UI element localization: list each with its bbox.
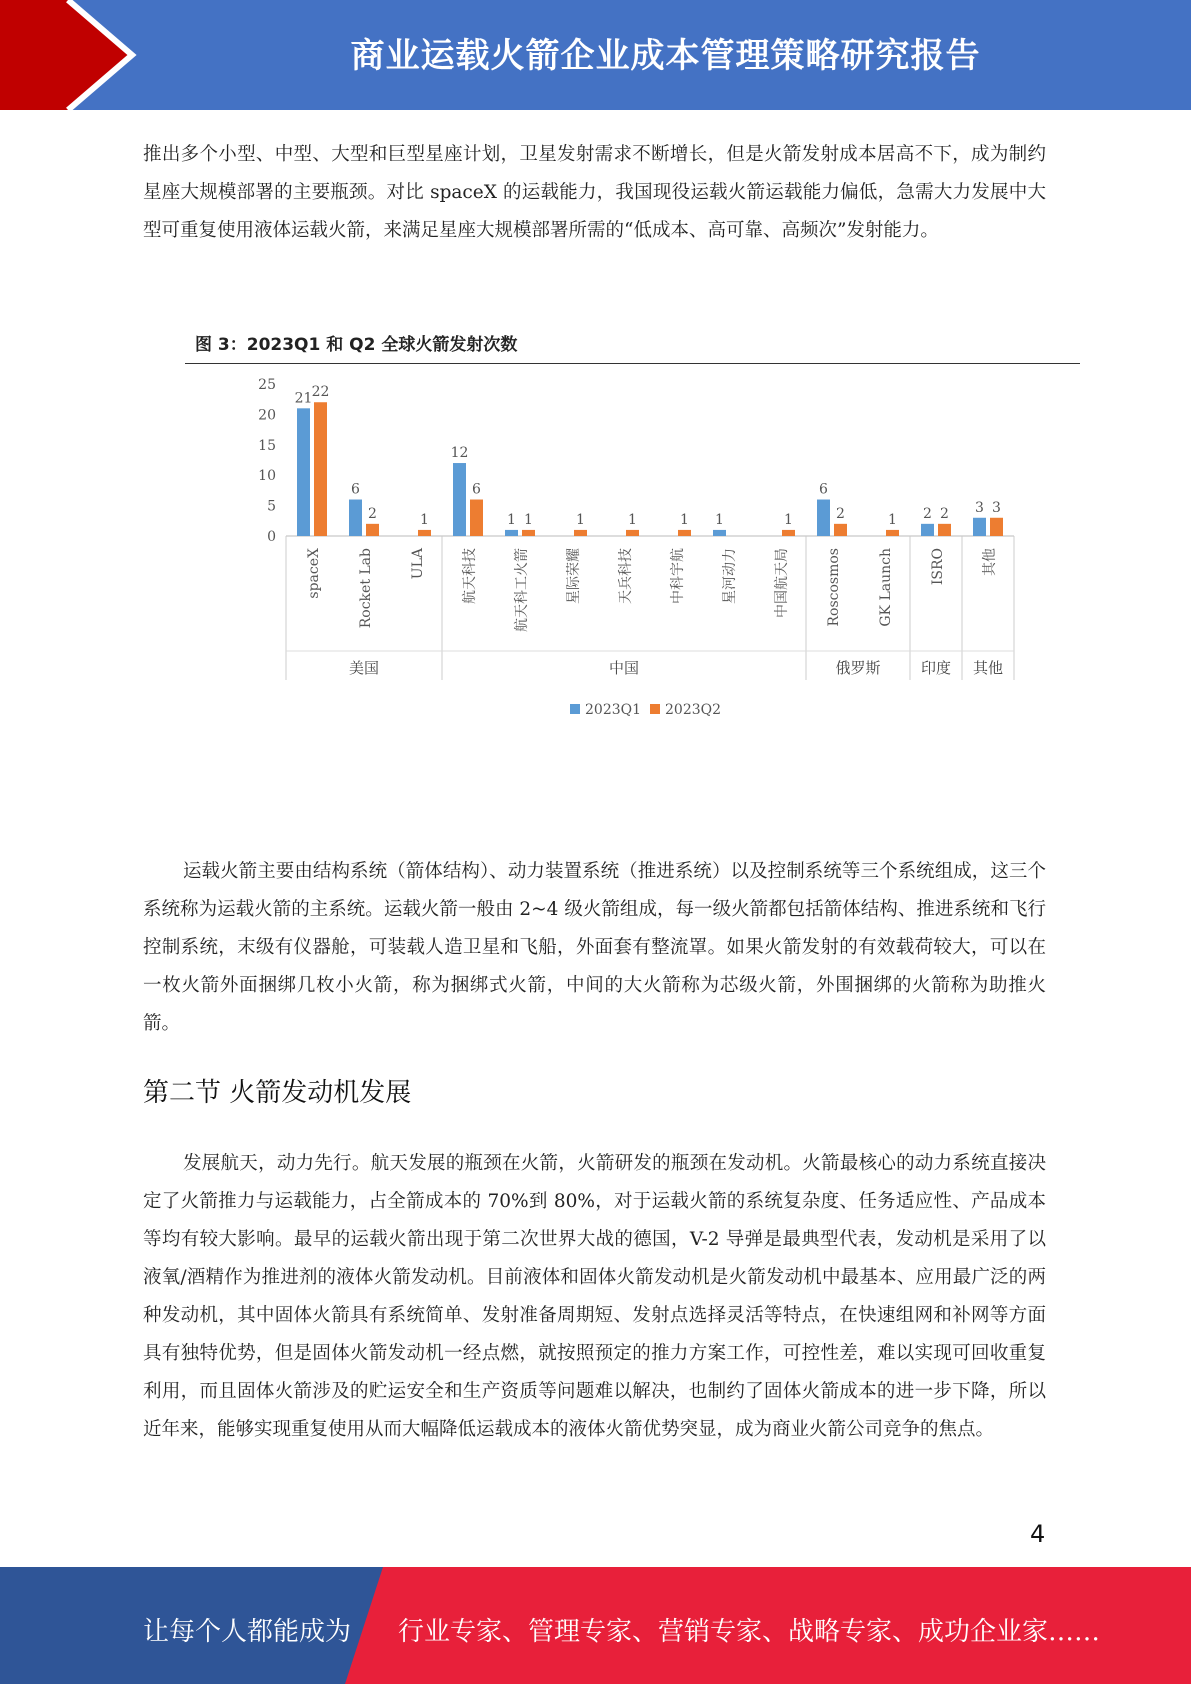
category-label: 航天科技: [462, 548, 478, 604]
data-label: 6: [472, 481, 481, 498]
data-label: 12: [450, 445, 469, 462]
bar-2023Q2: [678, 530, 691, 536]
bar-2023Q1: [973, 518, 986, 536]
group-label: 其他: [972, 659, 1004, 677]
category-label: Rocket Lab: [358, 548, 374, 629]
data-label: 6: [819, 481, 828, 498]
report-title: 商业运载火箭企业成本管理策略研究报告: [350, 36, 981, 76]
bar-2023Q1: [713, 530, 726, 536]
legend-label: 2023Q2: [665, 702, 722, 718]
category-label: 星际荣耀: [566, 548, 582, 604]
category-label: 航天科工火箭: [514, 548, 530, 632]
category-label: 星河动力: [722, 548, 738, 604]
data-label: 21: [294, 390, 313, 407]
bar-2023Q1: [817, 500, 830, 536]
paragraph-3: 发展航天，动力先行。航天发展的瓶颈在火箭，火箭研发的瓶颈在发动机。火箭最核心的动力系统直接决定了火箭推力与运载能力，占全箭成本的 70%到 80%，对于运载火箭的系统复杂度、任务适应性、产品成本等均有较大影响。最早的运载火箭出现于第二次世界大战的德国，V-2 导弹是最典型代表，发动机是采用了以液氧/酒精作为推进剂的液体火箭发动机。目前液体和固体火箭发动机是火箭发动机中最基本、应用最广泛的两种发动机，其中固体火箭具有系统简单、发射准备周期短、发射点选择灵活等特点，在快速组网和补网等方面具有独特优势，但是固体火箭发动机一经点燃，就按照预定的推力方案工作，可控性差，难以实现可回收重复利用，而且固体火箭涉及的贮运安全和生产资质等问题难以解决，也制约了固体火箭成本的进一步下降，所以近年来，能够实现重复使用从而大幅降低运载成本的液体火箭优势突显，成为商业火箭公司竞争的焦点。: [143, 1153, 1046, 1440]
category-label: GK Launch: [878, 548, 894, 627]
bar-2023Q2: [314, 402, 327, 536]
data-label: 3: [992, 499, 1001, 516]
page-header: [0, 0, 1191, 110]
data-label: 2: [368, 505, 377, 522]
figure-caption: 图 3：2023Q1 和 Q2 全球火箭发射次数: [195, 335, 518, 355]
bar-2023Q2: [626, 530, 639, 536]
data-label: 1: [420, 511, 429, 528]
group-label: 印度: [920, 659, 952, 677]
bar-2023Q2: [418, 530, 431, 536]
data-label: 1: [715, 511, 724, 528]
category-label: ISRO: [930, 548, 946, 586]
y-tick-label: 10: [258, 468, 276, 485]
data-label: 1: [888, 511, 897, 528]
bar-2023Q2: [522, 530, 535, 536]
data-label: 1: [628, 511, 637, 528]
category-label: 中科宇航: [670, 548, 686, 604]
paragraph-1: 推出多个小型、中型、大型和巨型星座计划，卫星发射需求不断增长，但是火箭发射成本居高不下，成为制约星座大规模部署的主要瓶颈。对比 spaceX 的运载能力，我国现役运载火箭运载能力偏低，急需大力发展中大型可重复使用液体运载火箭，来满足星座大规模部署所需的“低成本、高可靠、高频次”发射能力。: [143, 144, 1046, 241]
figure-3: [180, 318, 1080, 738]
bar-2023Q2: [938, 524, 951, 536]
data-label: 2: [923, 505, 932, 522]
y-tick-label: 25: [258, 377, 276, 393]
bar-2023Q2: [834, 524, 847, 536]
data-label: 1: [680, 511, 689, 528]
data-label: 2: [940, 505, 949, 522]
footer-slogan: 让每个人都能成为: [143, 1617, 352, 1647]
category-label: spaceX: [306, 548, 322, 599]
page-footer: [0, 1567, 1191, 1684]
legend-swatch: [650, 704, 660, 714]
data-label: 1: [576, 511, 585, 528]
group-label: 美国: [348, 659, 380, 677]
legend-label: 2023Q1: [585, 702, 642, 718]
y-tick-label: 20: [258, 407, 276, 424]
data-label: 3: [975, 499, 984, 516]
category-label: 天兵科技: [618, 548, 634, 604]
launch-bar-chart: [180, 318, 1080, 738]
bar-2023Q2: [886, 530, 899, 536]
category-label: Roscosmos: [826, 548, 842, 627]
category-label: 中国航天局: [774, 548, 790, 618]
y-tick-label: 15: [258, 437, 276, 454]
bar-2023Q1: [453, 463, 466, 536]
bar-2023Q1: [297, 408, 310, 536]
bar-2023Q2: [366, 524, 379, 536]
paragraph-2: 运载火箭主要由结构系统（箭体结构）、动力装置系统（推进系统）以及控制系统等三个系统组成，这三个系统称为运载火箭的主系统。运载火箭一般由 2~4 级火箭组成，每一级火箭都包括箭体结构、推进系统和飞行控制系统，末级有仪器舱，可装载人造卫星和飞船，外面套有整流罩。如果火箭发射的有效载荷较大，可以在一枚火箭外面捆绑几枚小火箭，称为捆绑式火箭，中间的大火箭称为芯级火箭，外围捆绑的火箭称为助推火箭。: [143, 861, 1046, 1034]
section-title: 第二节 火箭发动机发展: [143, 1078, 412, 1108]
bar-2023Q1: [921, 524, 934, 536]
group-label: 俄罗斯: [835, 659, 881, 677]
legend-swatch: [570, 704, 580, 714]
category-label: 其他: [982, 548, 998, 576]
bar-2023Q1: [349, 500, 362, 536]
data-label: 1: [524, 511, 533, 528]
data-label: 22: [311, 384, 330, 401]
bar-2023Q2: [470, 500, 483, 536]
data-label: 2: [836, 505, 845, 522]
data-label: 6: [351, 481, 360, 498]
data-label: 1: [507, 511, 516, 528]
footer-tagline: 行业专家、管理专家、营销专家、战略专家、成功企业家……: [398, 1617, 1101, 1647]
bar-2023Q1: [505, 530, 518, 536]
data-label: 1: [784, 511, 793, 528]
y-tick-label: 5: [267, 498, 276, 515]
category-label: ULA: [410, 548, 426, 580]
group-label: 中国: [608, 659, 640, 677]
bar-2023Q2: [574, 530, 587, 536]
bar-2023Q2: [782, 530, 795, 536]
bar-2023Q2: [990, 518, 1003, 536]
caption-rule: [185, 363, 1080, 364]
page-number: 4: [1030, 1520, 1046, 1548]
y-tick-label: 0: [267, 529, 276, 545]
